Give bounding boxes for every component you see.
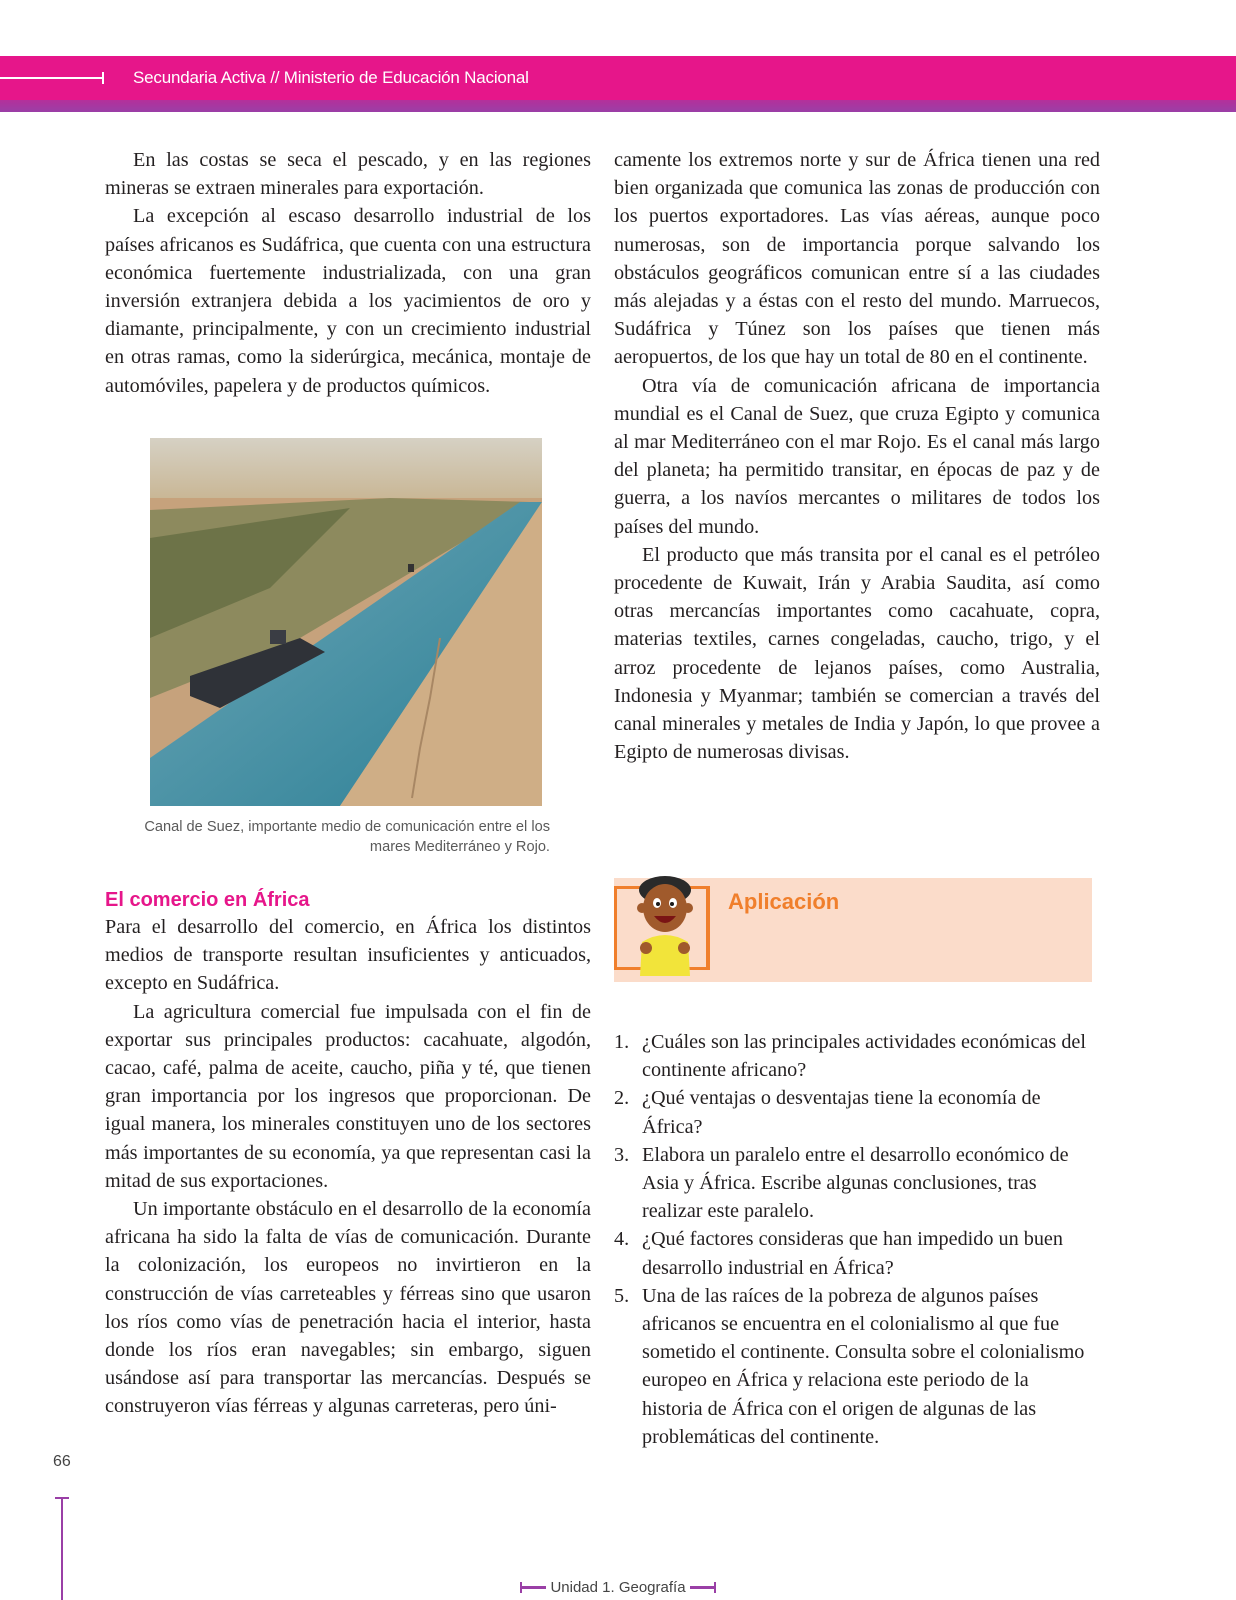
list-item: [614, 1141, 1094, 1226]
header-rule-tick: [102, 72, 104, 84]
question-text: Una de las raíces de la pobreza de algunos países africanos se encuentra en el colonialismo al que fue sometido el continente. Consulta sobre el colonialismo europeo en África y relaciona este periodo de la historia de África con el origen de algunas de las problemáticas del continente.: [642, 1284, 1085, 1448]
question-text: ¿Cuáles son las principales actividades económicas del continente africano?: [642, 1031, 1086, 1082]
photo-caption: Canal de Suez, importante medio de comunicación entre el los mares Mediterráneo y Rojo.: [144, 819, 550, 855]
aplicacion-icon-frame-edge: [706, 886, 710, 970]
paragraph: camente los extremos norte y sur de África tienen una red bien organizada que comunica las zonas de producción con los puertos exportadores. Las vías aéreas, aunque poco numerosas, son de importancia porque salvando los obstáculos geográficos comunican entre sí a las ciudades más alejadas y a éstas con el resto del mundo. Marruecos, Sudáfrica y Túnez son los países que tienen más aeropuertos, de los que hay un total de 80 en el continente.: [614, 149, 1100, 369]
footer-text: Unidad 1. Geografía: [550, 1579, 686, 1596]
paragraph: La excepción al escaso desarrollo industrial de los países africanos es Sudáfrica, que cuenta con una estructura económica fuertemente industrializada, con una gran inversión extranjera debida a los yacimientos de oro y diamante, principalmente, y con un crecimiento industrial en otras ramas, como la siderúrgica, mecánica, montaje de automóviles, papelera y de productos químicos.: [105, 205, 591, 397]
question-number: 2.: [614, 1087, 630, 1110]
paragraph: Un importante obstáculo en el desarrollo de la economía africana ha sido la falta de vías de comunicación. Durante la colonización, los europeos no invirtieron en la construcción de vías carreteables y férreas sino que usaron los ríos como vías de penetración hacia el interior, hasta donde los ríos eran navegables; sin embargo, siguen usándose así para transportar las mercancías. Después se construyeron vías férreas y algunas carreteras, pero úni-: [105, 1198, 591, 1418]
question-text: Elabora un paralelo entre el desarrollo económico de Asia y África. Escribe algunas conclusiones, tras realizar este paralelo.: [642, 1143, 1069, 1223]
suez-canal-photo: [150, 438, 542, 806]
header-rule: [0, 77, 104, 79]
aplicacion-title: Aplicación: [728, 889, 840, 914]
question-text: ¿Qué ventajas o desventajas tiene la economía de África?: [642, 1087, 1041, 1138]
paragraph: La agricultura comercial fue impulsada con el fin de exportar sus principales productos: cacahuate, algodón, cacao, café, palma de aceite, caucho, piña y té, que tienen gran importancia por los ingresos que proporcionan. De igual manera, los minerales constituyen uno de los sectores más importantes de su economía, ya que representan casi la mitad de sus exportaciones.: [105, 1000, 591, 1192]
question-number: 1.: [614, 1031, 630, 1053]
question-number: 5.: [614, 1284, 630, 1307]
section-heading: El comercio en África: [105, 889, 310, 911]
left-column-bottom: [105, 887, 591, 1421]
question-text: ¿Qué factores consideras que han impedido un buen desarrollo industrial en África?: [642, 1228, 1063, 1279]
header-stripe: [0, 100, 1236, 112]
list-item: [614, 1084, 1094, 1140]
student-avatar-icon: [630, 876, 700, 988]
list-item: [614, 1028, 1094, 1084]
paragraph: El producto que más transita por el canal es el petróleo procedente de Kuwait, Irán y Arabia Saudita, así como otras mercancías importantes como cacahuate, copra, materias textiles, carnes congeladas, caucho, trigo, y el arroz procedente de lejanos países, como Australia, Indonesia y Myanmar; también se comercian a través del canal minerales y metales de India y Japón, lo que provee a Egipto de numerosas divisas.: [614, 543, 1100, 764]
footer-bar-left: [520, 1586, 546, 1589]
header-title: Secundaria Activa // Ministerio de Educación Nacional: [133, 68, 529, 87]
paragraph: Otra vía de comunicación africana de importancia mundial es el Canal de Suez, que cruza Egipto y comunica al mar Mediterráneo con el mar Rojo. Es el canal más largo del planeta; ha permitido transitar, en épocas de paz y de guerra, a los navíos mercantes o militares de todos los países del mundo.: [614, 374, 1100, 538]
question-number: 3.: [614, 1143, 630, 1166]
paragraph: En las costas se seca el pescado, y en las regiones mineras se extraen minerales para exportación.: [105, 149, 591, 200]
left-column-top: [105, 146, 591, 400]
list-item: [614, 1282, 1094, 1451]
footer-bar-right: [690, 1586, 716, 1589]
footer: [0, 1576, 1236, 1598]
right-column: [614, 146, 1100, 766]
list-item: [614, 1225, 1094, 1281]
question-list: [614, 1028, 1094, 1451]
page-number: 66: [53, 1453, 71, 1470]
aplicacion-box: [614, 878, 1092, 982]
paragraph: Para el desarrollo del comercio, en África los distintos medios de transporte resultan insuficientes y anticuados, excepto en Sudáfrica.: [105, 916, 591, 995]
question-number: 4.: [614, 1228, 630, 1251]
